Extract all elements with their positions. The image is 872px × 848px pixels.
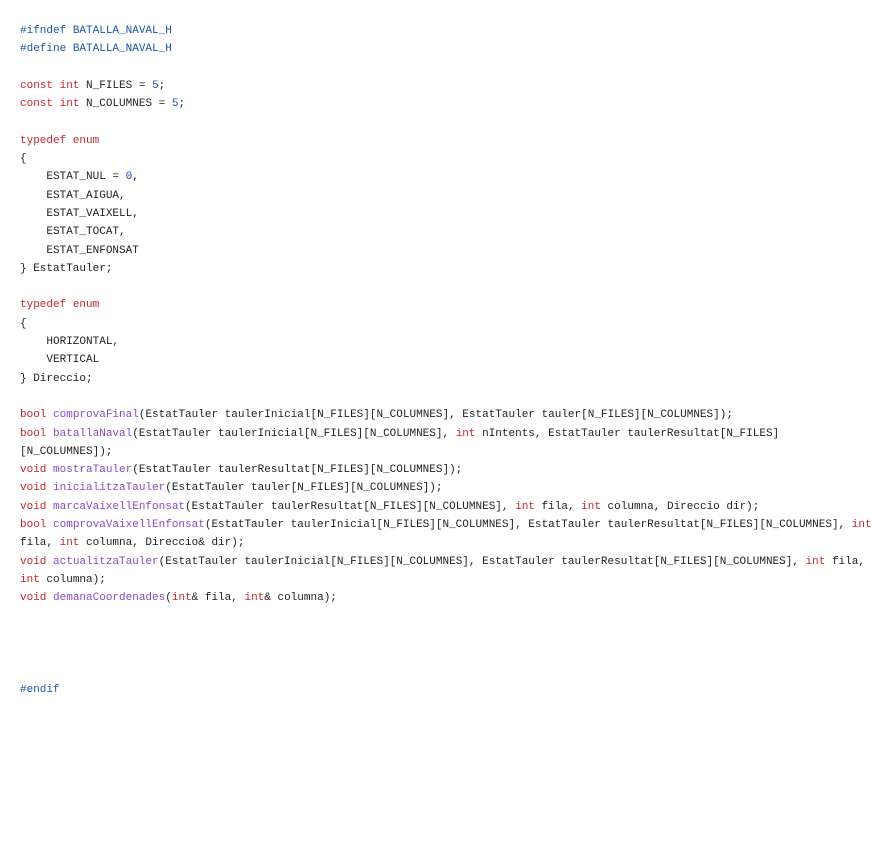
code-line[interactable] <box>20 589 848 607</box>
code-text-token: ESTAT_VAIXELL, <box>20 207 139 220</box>
preprocessor-token: #define <box>20 43 73 56</box>
code-text-token: (EstatTauler taulerInicial[N_FILES][N_COLUMNES], EstatTauler tauler[N_FILES][N_COLUMNES]); <box>138 409 733 422</box>
code-line[interactable] <box>20 351 848 369</box>
preprocessor-token: BATALLA_NAVAL_H <box>72 25 172 37</box>
code-text-token: , <box>132 171 139 184</box>
code-text-token: fila, <box>825 555 865 568</box>
keyword-token: typedef <box>20 299 67 312</box>
function-name-token: marcaVaixellEnfonsat <box>53 500 186 513</box>
keyword-token: int <box>59 98 80 111</box>
code-text-token: ; <box>158 79 166 92</box>
code-line[interactable] <box>20 662 848 680</box>
code-text-token: (EstatTauler taulerResultat[N_FILES][N_COLUMNES]); <box>132 464 463 477</box>
code-line[interactable] <box>20 443 848 461</box>
code-line[interactable] <box>20 333 848 351</box>
code-text-token: (EstatTauler taulerInicial[N_FILES][N_COLUMNES], <box>132 427 456 440</box>
function-name-token: inicialitzaTauler <box>53 482 166 495</box>
function-name-token: comprovaFinal <box>53 409 139 422</box>
keyword-token: void <box>20 482 47 495</box>
keyword-token: int <box>59 79 80 92</box>
number-token: 5 <box>152 79 159 92</box>
keyword-token: enum <box>72 299 100 312</box>
code-text-token <box>53 98 60 110</box>
code-line[interactable] <box>20 370 848 388</box>
code-line[interactable] <box>20 644 848 662</box>
keyword-token: const <box>20 79 54 92</box>
keyword-token: void <box>20 500 47 513</box>
code-line[interactable] <box>20 278 848 296</box>
keyword-token: int <box>59 537 80 550</box>
keyword-token: void <box>20 464 47 477</box>
code-view[interactable] <box>20 22 872 699</box>
code-line[interactable] <box>20 132 848 150</box>
code-text-token: VERTICAL <box>20 354 100 367</box>
code-line[interactable] <box>20 534 848 552</box>
function-name-token: batallaNaval <box>53 427 133 440</box>
keyword-token: bool <box>20 519 47 532</box>
keyword-token: int <box>455 427 476 440</box>
keyword-token: const <box>20 98 54 111</box>
code-line[interactable] <box>20 461 848 479</box>
code-text-token: & fila, <box>191 592 245 605</box>
code-line[interactable] <box>20 425 848 443</box>
code-text-token: columna, Direccio& dir); <box>79 537 245 550</box>
code-text-token: & columna); <box>264 592 337 605</box>
code-text-token: ESTAT_ENFONSAT <box>20 244 139 257</box>
code-line[interactable] <box>20 168 848 186</box>
code-text-token <box>66 135 73 147</box>
code-line[interactable] <box>20 260 848 278</box>
code-text-token: columna); <box>39 573 106 586</box>
code-text-token: ( <box>165 592 172 605</box>
code-text-token: nIntents, EstatTauler taulerResultat[N_FILES] <box>475 427 780 440</box>
code-text-token: ESTAT_AIGUA, <box>20 189 126 202</box>
code-text-token: { <box>20 317 27 330</box>
code-line[interactable] <box>20 205 848 223</box>
keyword-token: int <box>20 573 40 586</box>
keyword-token: bool <box>20 409 47 422</box>
code-line[interactable] <box>20 571 848 589</box>
keyword-token: int <box>851 519 872 532</box>
code-text-token: ESTAT_TOCAT, <box>20 226 126 239</box>
code-line[interactable] <box>20 59 848 77</box>
code-text-token: N_COLUMNES = <box>79 98 172 111</box>
code-line[interactable] <box>20 22 848 40</box>
preprocessor-token: BATALLA_NAVAL_H <box>72 43 172 56</box>
code-text-token <box>53 80 60 92</box>
code-line[interactable] <box>20 223 848 241</box>
code-text-token: N_FILES = <box>79 79 153 92</box>
code-line[interactable] <box>20 113 848 131</box>
code-text-token: } EstatTauler; <box>20 262 113 275</box>
code-line[interactable] <box>20 626 848 644</box>
code-text-token: ESTAT_NUL = <box>20 171 126 184</box>
code-line[interactable] <box>20 296 848 314</box>
code-text-token: (EstatTauler taulerInicial[N_FILES][N_COLUMNES], EstatTauler taulerResultat[N_FILES][N_COLUMNES], <box>158 555 806 568</box>
code-text-token: fila, <box>534 500 582 513</box>
code-text-token <box>66 299 73 311</box>
code-line[interactable] <box>20 406 848 424</box>
code-line[interactable] <box>20 40 848 58</box>
keyword-token: bool <box>20 427 47 440</box>
code-text-token: } Direccio; <box>20 372 93 385</box>
code-line[interactable] <box>20 553 865 571</box>
function-name-token: mostraTauler <box>53 464 133 477</box>
number-token: 5 <box>171 98 179 111</box>
keyword-token: int <box>515 500 535 513</box>
code-line[interactable] <box>20 681 848 699</box>
keyword-token: int <box>581 500 601 513</box>
code-line[interactable] <box>20 187 848 205</box>
keyword-token: void <box>20 592 47 605</box>
code-text-token: (EstatTauler taulerResultat[N_FILES][N_COLUMNES], <box>185 500 516 513</box>
keyword-token: int <box>805 555 826 568</box>
keyword-token: void <box>20 555 47 568</box>
code-line[interactable] <box>20 516 872 534</box>
code-line[interactable] <box>20 608 848 626</box>
code-text-token: columna, Direccio dir); <box>600 500 760 513</box>
code-text-token: ; <box>178 98 186 111</box>
function-name-token: comprovaVaixellEnfonsat <box>53 519 205 532</box>
code-text-token: [N_COLUMNES]); <box>20 445 113 458</box>
code-line[interactable] <box>20 498 848 516</box>
number-token: 0 <box>125 171 133 184</box>
code-text-token: { <box>20 153 27 166</box>
code-line[interactable] <box>20 95 848 113</box>
code-line[interactable] <box>20 479 848 497</box>
code-text-token: fila, <box>20 537 60 550</box>
code-line[interactable] <box>20 388 848 406</box>
function-name-token: demanaCoordenades <box>53 592 166 605</box>
code-line[interactable] <box>20 150 848 168</box>
code-text-token: (EstatTauler taulerInicial[N_FILES][N_COLUMNES], EstatTauler taulerResultat[N_FILES][N_COLUMNES], <box>204 519 852 532</box>
preprocessor-token: #endif <box>20 683 60 696</box>
keyword-token: int <box>171 592 192 605</box>
function-name-token: actualitzaTauler <box>53 555 159 568</box>
code-line[interactable] <box>20 315 848 333</box>
keyword-token: int <box>244 592 265 605</box>
keyword-token: enum <box>72 134 100 147</box>
code-line[interactable] <box>20 77 848 95</box>
code-line[interactable] <box>20 242 848 260</box>
preprocessor-token: #ifndef <box>20 25 73 37</box>
code-text-token: (EstatTauler tauler[N_FILES][N_COLUMNES]); <box>165 482 443 495</box>
keyword-token: typedef <box>20 134 67 147</box>
code-text-token: HORIZONTAL, <box>20 336 120 349</box>
